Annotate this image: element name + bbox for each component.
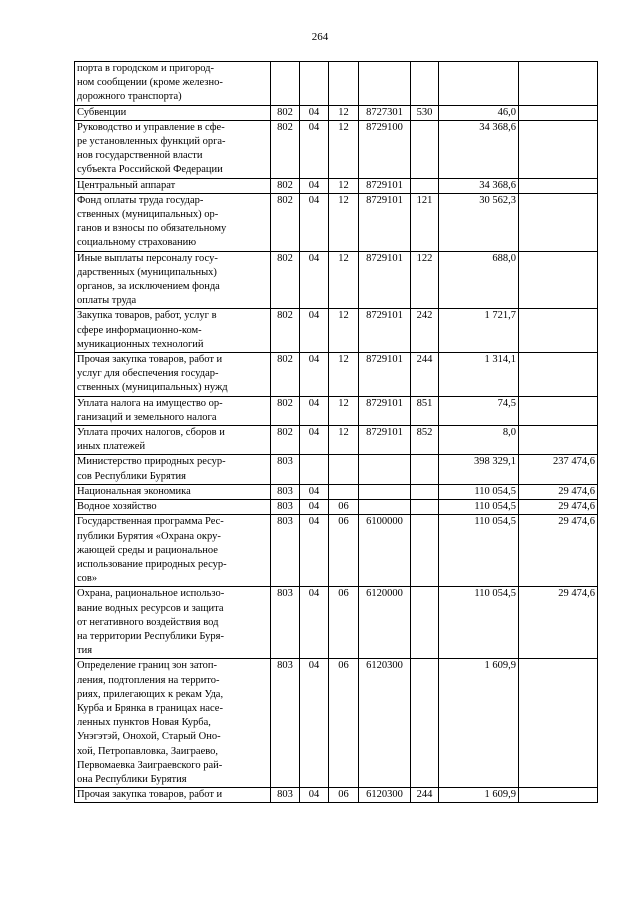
cell-cs: 8729101 <box>359 251 411 309</box>
cell-sum-1: 1 609,9 <box>439 788 519 803</box>
cell-name-line: использование природных ресур- <box>77 558 227 570</box>
cell-cs <box>359 500 411 515</box>
budget-table <box>74 61 598 803</box>
cell-vr <box>411 587 439 659</box>
cell-gr <box>271 62 300 106</box>
page-number: 264 <box>311 31 329 43</box>
cell-name-line: сов» <box>77 573 98 585</box>
cell-vr <box>411 659 439 788</box>
cell-name <box>75 500 271 515</box>
cell-sum-2 <box>519 659 598 788</box>
cell-sum-2 <box>519 426 598 455</box>
table-row <box>75 353 598 397</box>
cell-sum-1: 110 054,5 <box>439 587 519 659</box>
cell-vr: 851 <box>411 396 439 425</box>
cell-pr <box>329 62 359 106</box>
cell-name-line: хой, Петропавловка, Заиграево, <box>77 745 219 757</box>
cell-sum-1: 398 329,1 <box>439 455 519 484</box>
cell-sum-2: 29 474,6 <box>519 484 598 499</box>
cell-name <box>75 426 271 455</box>
cell-sum-1: 110 054,5 <box>439 515 519 587</box>
cell-name <box>75 484 271 499</box>
cell-rz: 04 <box>300 193 329 251</box>
cell-pr: 12 <box>329 396 359 425</box>
budget-table-body <box>75 62 598 803</box>
cell-cs: 8729101 <box>359 426 411 455</box>
table-row <box>75 251 598 309</box>
cell-name <box>75 659 271 788</box>
cell-name-line: Уплата налога на имущество ор- <box>77 397 223 409</box>
table-row <box>75 587 598 659</box>
table-row <box>75 426 598 455</box>
cell-name-line: она Республики Бурятия <box>77 773 187 785</box>
cell-gr: 802 <box>271 251 300 309</box>
cell-name-line: ленных пунктов Новая Курба, <box>77 717 211 729</box>
cell-sum-1: 34 368,6 <box>439 178 519 193</box>
cell-cs: 8729101 <box>359 193 411 251</box>
cell-sum-1: 46,0 <box>439 105 519 120</box>
cell-name-line: Водное хозяйство <box>77 501 157 513</box>
cell-cs: 8729101 <box>359 396 411 425</box>
cell-sum-1: 74,5 <box>439 396 519 425</box>
cell-vr <box>411 515 439 587</box>
table-row <box>75 484 598 499</box>
cell-name-line: Прочая закупка товаров, работ и <box>77 789 223 801</box>
cell-name <box>75 62 271 106</box>
table-row <box>75 788 598 803</box>
cell-gr: 802 <box>271 309 300 353</box>
cell-name <box>75 105 271 120</box>
cell-name-line: дорожного транспорта) <box>77 91 182 103</box>
cell-gr: 802 <box>271 193 300 251</box>
cell-name <box>75 193 271 251</box>
cell-name-line: сов Республики Бурятия <box>77 470 186 482</box>
cell-pr: 12 <box>329 120 359 178</box>
cell-pr: 06 <box>329 515 359 587</box>
cell-sum-1: 110 054,5 <box>439 484 519 499</box>
cell-gr: 803 <box>271 788 300 803</box>
cell-name-line: Унэгэтэй, Онохой, Старый Оно- <box>77 731 221 743</box>
cell-sum-1: 30 562,3 <box>439 193 519 251</box>
cell-name-line: муникационных технологий <box>77 338 204 350</box>
cell-vr: 852 <box>411 426 439 455</box>
cell-name-line: Иные выплаты персоналу госу- <box>77 252 218 264</box>
cell-rz: 04 <box>300 105 329 120</box>
cell-cs: 6100000 <box>359 515 411 587</box>
cell-cs <box>359 484 411 499</box>
cell-name-line: ганизаций и земельного налога <box>77 411 217 423</box>
cell-sum-2 <box>519 105 598 120</box>
cell-name-line: Прочая закупка товаров, работ и <box>77 354 223 366</box>
cell-name-line: Курба и Брянка в границах насе- <box>77 702 223 714</box>
cell-name-line: риях, прилегающих к рекам Уда, <box>77 688 224 700</box>
cell-name-line: дарственных (муниципальных) <box>77 266 217 278</box>
table-row <box>75 120 598 178</box>
cell-rz: 04 <box>300 396 329 425</box>
cell-name-line: нов государственной власти <box>77 150 203 162</box>
cell-name-line: Фонд оплаты труда государ- <box>77 194 204 206</box>
cell-vr: 244 <box>411 353 439 397</box>
cell-name <box>75 515 271 587</box>
cell-rz: 04 <box>300 120 329 178</box>
cell-cs: 8729100 <box>359 120 411 178</box>
cell-sum-1: 110 054,5 <box>439 500 519 515</box>
cell-rz: 04 <box>300 353 329 397</box>
cell-name-line: оплаты труда <box>77 295 137 307</box>
cell-vr <box>411 178 439 193</box>
cell-pr: 06 <box>329 587 359 659</box>
cell-sum-2 <box>519 178 598 193</box>
cell-name-line: от негативного воздействия вод <box>77 616 219 628</box>
cell-rz <box>300 62 329 106</box>
cell-name <box>75 309 271 353</box>
cell-sum-2 <box>519 62 598 106</box>
cell-name-line: ганов и взносы по обязательному <box>77 223 227 235</box>
cell-name-line: субъекта Российской Федерации <box>77 164 223 176</box>
cell-sum-2 <box>519 353 598 397</box>
cell-name <box>75 396 271 425</box>
table-row <box>75 178 598 193</box>
cell-name-line: тия <box>77 645 93 657</box>
cell-gr: 803 <box>271 587 300 659</box>
cell-cs: 8729101 <box>359 353 411 397</box>
cell-name-line: ственных (муниципальных) ор- <box>77 209 219 221</box>
cell-name-line: ре установленных функций орга- <box>77 136 226 148</box>
cell-name-line: Государственная программа Рес- <box>77 516 224 528</box>
cell-rz: 04 <box>300 500 329 515</box>
table-row <box>75 62 598 106</box>
cell-sum-1: 1 609,9 <box>439 659 519 788</box>
table-row <box>75 309 598 353</box>
cell-pr <box>329 484 359 499</box>
cell-pr: 12 <box>329 353 359 397</box>
table-row <box>75 455 598 484</box>
cell-name-line: Министерство природных ресур- <box>77 456 226 468</box>
cell-vr: 122 <box>411 251 439 309</box>
table-row <box>75 193 598 251</box>
cell-name-line: услуг для обеспечения государ- <box>77 368 219 380</box>
cell-sum-2: 29 474,6 <box>519 500 598 515</box>
cell-name-line: Национальная экономика <box>77 485 191 497</box>
cell-name-line: Центральный аппарат <box>77 179 176 191</box>
cell-pr: 12 <box>329 178 359 193</box>
cell-name-line: публики Бурятия «Охрана окру- <box>77 530 221 542</box>
cell-rz <box>300 455 329 484</box>
cell-sum-2 <box>519 193 598 251</box>
cell-name-line: Руководство и управление в сфе- <box>77 121 225 133</box>
cell-name-line: органов, за исключением фонда <box>77 281 220 293</box>
cell-name-line: порта в городском и пригород- <box>77 63 215 74</box>
cell-sum-1: 8,0 <box>439 426 519 455</box>
cell-name-line: ления, подтопления на террито- <box>77 674 220 686</box>
cell-vr: 121 <box>411 193 439 251</box>
cell-sum-2: 29 474,6 <box>519 515 598 587</box>
cell-name <box>75 120 271 178</box>
cell-pr: 12 <box>329 105 359 120</box>
cell-name-line: Уплата прочих налогов, сборов и <box>77 427 225 439</box>
cell-cs: 8727301 <box>359 105 411 120</box>
cell-gr: 803 <box>271 500 300 515</box>
cell-pr: 12 <box>329 193 359 251</box>
cell-gr: 803 <box>271 455 300 484</box>
cell-sum-2 <box>519 396 598 425</box>
cell-sum-2: 237 474,6 <box>519 455 598 484</box>
cell-vr <box>411 120 439 178</box>
cell-sum-2: 29 474,6 <box>519 587 598 659</box>
cell-gr: 803 <box>271 659 300 788</box>
cell-sum-2 <box>519 309 598 353</box>
cell-pr <box>329 455 359 484</box>
cell-pr: 06 <box>329 788 359 803</box>
cell-pr: 12 <box>329 426 359 455</box>
cell-gr: 803 <box>271 484 300 499</box>
cell-name <box>75 455 271 484</box>
cell-name-line: жающей среды и рациональное <box>77 544 218 556</box>
cell-name-line: ственных (муниципальных) нужд <box>77 382 228 394</box>
cell-rz: 04 <box>300 587 329 659</box>
cell-gr: 802 <box>271 105 300 120</box>
cell-name <box>75 353 271 397</box>
cell-pr: 06 <box>329 500 359 515</box>
cell-vr: 530 <box>411 105 439 120</box>
cell-name-line: Субвенции <box>77 106 127 118</box>
cell-name <box>75 788 271 803</box>
cell-rz: 04 <box>300 426 329 455</box>
cell-sum-1: 1 314,1 <box>439 353 519 397</box>
cell-sum-2 <box>519 120 598 178</box>
cell-rz: 04 <box>300 484 329 499</box>
cell-rz: 04 <box>300 251 329 309</box>
cell-rz: 04 <box>300 788 329 803</box>
cell-rz: 04 <box>300 309 329 353</box>
cell-gr: 802 <box>271 396 300 425</box>
cell-name-line: ном сообщении (кроме железно- <box>77 77 223 89</box>
cell-cs <box>359 62 411 106</box>
cell-gr: 802 <box>271 178 300 193</box>
cell-gr: 802 <box>271 426 300 455</box>
cell-cs: 6120300 <box>359 788 411 803</box>
table-row <box>75 396 598 425</box>
cell-sum-1: 34 368,6 <box>439 120 519 178</box>
cell-cs <box>359 455 411 484</box>
cell-cs: 6120300 <box>359 659 411 788</box>
cell-cs: 6120000 <box>359 587 411 659</box>
cell-pr: 06 <box>329 659 359 788</box>
cell-rz: 04 <box>300 659 329 788</box>
table-row <box>75 500 598 515</box>
cell-sum-1 <box>439 62 519 106</box>
cell-vr: 244 <box>411 788 439 803</box>
cell-name-line: Охрана, рациональное использо- <box>77 588 225 600</box>
cell-gr: 803 <box>271 515 300 587</box>
cell-sum-2 <box>519 251 598 309</box>
cell-sum-1: 1 721,7 <box>439 309 519 353</box>
cell-cs: 8729101 <box>359 309 411 353</box>
cell-rz: 04 <box>300 515 329 587</box>
cell-name-line: социальному страхованию <box>77 237 197 249</box>
cell-name-line: вание водных ресурсов и защита <box>77 602 224 614</box>
table-row <box>75 105 598 120</box>
cell-name-line: Закупка товаров, работ, услуг в <box>77 310 217 322</box>
cell-vr: 242 <box>411 309 439 353</box>
cell-name <box>75 587 271 659</box>
cell-sum-2 <box>519 788 598 803</box>
cell-gr: 802 <box>271 120 300 178</box>
table-row <box>75 659 598 788</box>
cell-gr: 802 <box>271 353 300 397</box>
cell-name-line: Первомаевка Заиграевского рай- <box>77 759 223 771</box>
cell-sum-1: 688,0 <box>439 251 519 309</box>
cell-vr <box>411 455 439 484</box>
cell-vr <box>411 500 439 515</box>
table-row <box>75 515 598 587</box>
cell-cs: 8729101 <box>359 178 411 193</box>
cell-name <box>75 251 271 309</box>
cell-name-line: сфере информационно-ком- <box>77 324 202 336</box>
cell-vr <box>411 62 439 106</box>
cell-name-line: Определение границ зон затоп- <box>77 660 218 672</box>
cell-name <box>75 178 271 193</box>
cell-pr: 12 <box>329 251 359 309</box>
cell-vr <box>411 484 439 499</box>
cell-rz: 04 <box>300 178 329 193</box>
cell-pr: 12 <box>329 309 359 353</box>
cell-name-line: иных платежей <box>77 441 146 453</box>
cell-name-line: на территории Республики Буря- <box>77 630 224 642</box>
